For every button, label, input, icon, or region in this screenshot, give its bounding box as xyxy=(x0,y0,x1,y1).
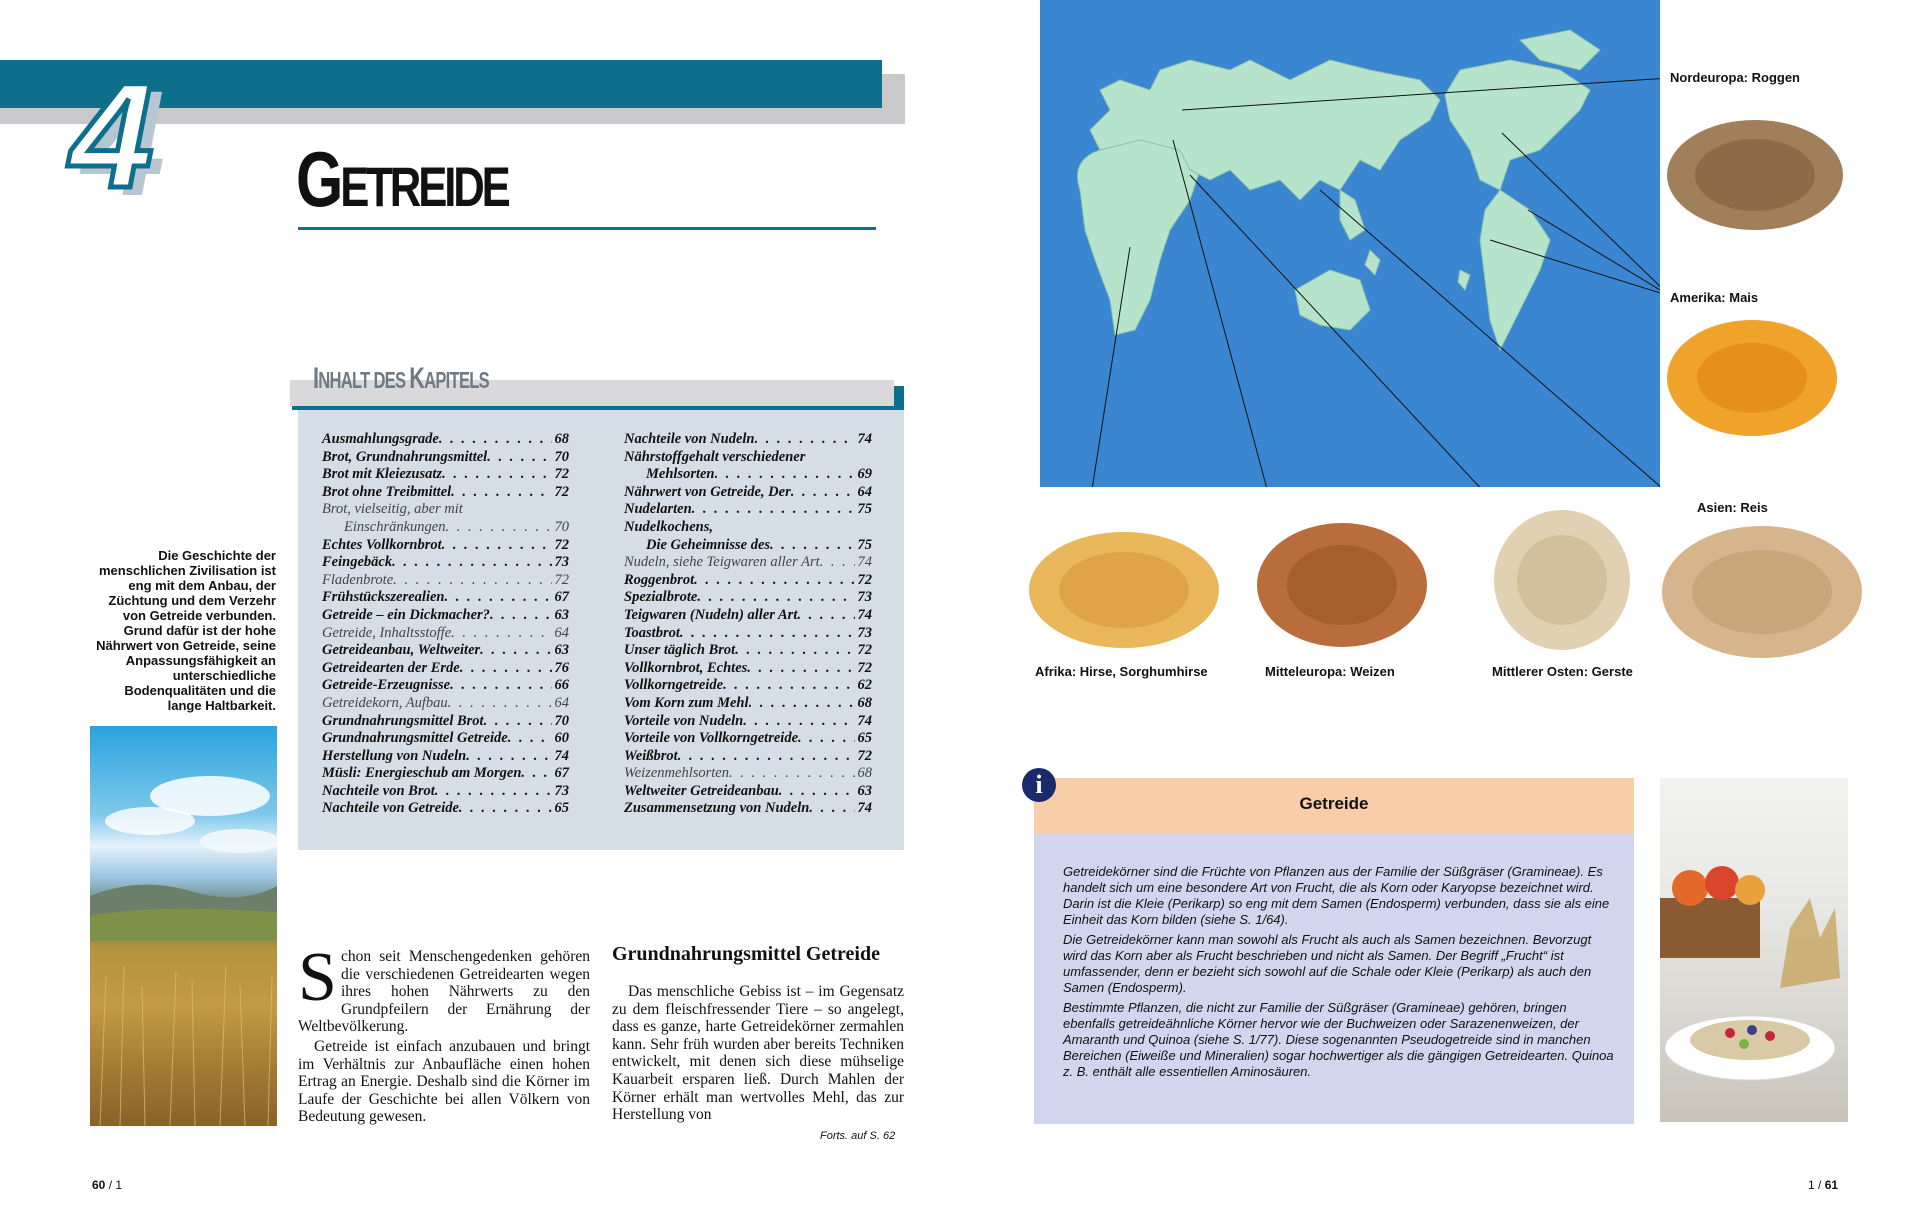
article-paragraph: chon seit Menschengedenken gehören die verschiedenen Getreidearten wegen ihres hohen Nährwerts zu den Grundpfeilern der Ernährung der Weltbevölkerung. xyxy=(298,948,590,1036)
toc-entry xyxy=(322,607,569,625)
toc-entry-title: Fladenbrote xyxy=(322,571,394,588)
info-paragraph: Getreidekörner sind die Früchte von Pflanzen aus der Familie der Süßgräser (Gramineae). Es handelt sich um eine besondere Art von Frucht, die als Korn oder Karyopse bezeichnet wird. Darin ist die Kleie (Perikarp) so eng mit dem Samen (Endosperm) verbunden, dass sie als eine Einheit das Korn bilden (siehe S. 1/64). xyxy=(1063,864,1610,927)
toc-entry-page: 65 xyxy=(554,800,569,817)
toc-entry-title: Spezialbrote xyxy=(624,589,698,606)
toc-entry xyxy=(624,484,872,502)
toc-entry-title: Toastbrot xyxy=(624,624,680,641)
toc-entry-page: 73 xyxy=(554,554,569,571)
toc-entry-title: Nachteile von Getreide xyxy=(322,800,459,817)
toc-entry-page: 68 xyxy=(857,765,872,782)
toc-entry xyxy=(322,765,569,783)
toc-leader xyxy=(692,501,855,519)
article-paragraph: Getreide ist einfach anzubauen und bringt im Verhältnis zur Anbaufläche einen hohen Ertrag an Energie. Deshalb sind die Körner im Laufe der Geschichte bei allen Völkern von Bedeutung gewesen. xyxy=(298,1037,590,1126)
toc-entry-title: Weltweiter Getreideanbau xyxy=(624,782,779,799)
toc-entry xyxy=(322,449,569,467)
toc-entry-title: Getreideanbau, Weltweiter xyxy=(322,642,481,659)
south-america xyxy=(1480,190,1550,350)
toc-entry-title: Getreide, Inhaltsstoffe xyxy=(322,624,452,641)
info-icon: i xyxy=(1022,768,1056,802)
toc-leader xyxy=(820,554,855,572)
page-number-bold: 61 xyxy=(1824,1178,1839,1192)
toc-entry xyxy=(624,607,872,625)
toc-entry xyxy=(322,501,569,519)
toc-entry-page: 76 xyxy=(554,659,569,676)
wheat-grains-art xyxy=(1252,510,1432,660)
toc-entry xyxy=(322,677,569,695)
toc-entry-page: 73 xyxy=(857,589,872,606)
toc-leader xyxy=(460,660,552,678)
toc-entry-title: Getreide – ein Dickmacher? xyxy=(322,606,490,623)
toc-entry-title: Ausmahlungsgrade xyxy=(322,431,439,447)
toc-entry xyxy=(624,554,872,572)
toc-entry xyxy=(624,660,872,678)
toc-entry xyxy=(624,519,872,537)
toc-leader xyxy=(798,730,855,748)
chapter-number: 4 xyxy=(70,51,154,219)
toc-entry xyxy=(322,800,569,818)
toc-leader xyxy=(439,431,552,449)
toc-entry-title: Brot, vielseitig, aber mit xyxy=(322,501,463,518)
article-column-2: Das menschliche Gebiss ist – im Gegensatz zu dem fleischfressender Tiere – so angelegt, dass es ganze, harte Getreidekörner zermahlen kann. Sehr früh wurden aber bereits Techniken entwickelt, mit denen sich diese mühselige Kauarbeit ersparen ließ. Durch Mahlen der Körner erhält man wertvolles Mehl, das zur Herstellung von xyxy=(612,983,904,1124)
toc-entry-page: 75 xyxy=(857,536,872,553)
toc-entry xyxy=(322,537,569,555)
toc-entry-title: Nachteile von Brot xyxy=(322,782,435,799)
toc-entry xyxy=(624,501,872,519)
rice-grains-photo xyxy=(1652,512,1872,672)
toc-leader xyxy=(392,554,551,572)
toc-entry-title: Die Geheimnisse des xyxy=(646,536,771,553)
corn-grains-photo xyxy=(1660,310,1845,445)
toc-entry xyxy=(624,730,872,748)
toc-entry-page: 68 xyxy=(857,694,872,711)
toc-entry-title: Nährstoffgehalt verschiedener xyxy=(624,448,806,465)
chapter-title xyxy=(296,135,508,223)
info-paragraph: Bestimmte Pflanzen, die nicht zur Familie der Süßgräser (Gramineae) gehören, bringen ebenfalls getreideähnliche Körner hervor wie der Buchweizen oder Sarazenenweizen, der Amaranth und Quinoa (siehe S. 1/77). Diese sogenannten Pseudogetreide sind in manchen Bereichen (Eiweiße und Mineralien) sogar hochwertiger als die gängigen Getreidearten. Quinoa z. B. enthält alle essentiellen Aminosäuren. xyxy=(1063,1000,1614,1079)
toc-entry xyxy=(624,783,872,801)
toc-entry-title: Nährwert von Getreide, Der xyxy=(624,483,791,500)
toc-entry-page: 67 xyxy=(554,765,569,782)
toc-entry-title: Vollkorngetreide xyxy=(624,677,724,694)
contents-heading-part: I xyxy=(313,362,319,395)
toc-entry-title: Getreide-Erzeugnisse xyxy=(322,677,451,694)
toc-entry xyxy=(624,625,872,643)
toc-entry-title: Vorteile von Nudeln xyxy=(624,712,744,729)
contents-column-left xyxy=(322,431,569,818)
toc-leader xyxy=(508,730,552,748)
rye-grains-art xyxy=(1660,105,1850,245)
toc-entry xyxy=(322,431,569,449)
toc-leader xyxy=(694,572,854,590)
toc-leader xyxy=(448,695,552,713)
toc-entry-page: 74 xyxy=(857,712,872,729)
toc-entry xyxy=(624,642,872,660)
continued-note: Forts. auf S. 62 xyxy=(820,1130,896,1142)
info-box-title: Getreide xyxy=(1299,794,1369,813)
toc-leader xyxy=(715,466,855,484)
toc-entry-title: Mehlsorten xyxy=(646,466,715,483)
article-column-1 xyxy=(298,939,590,1126)
world-map-art xyxy=(1040,0,1660,487)
toc-entry-page: 64 xyxy=(857,483,872,500)
toc-entry xyxy=(624,765,872,783)
toc-entry-page: 73 xyxy=(554,782,569,799)
toc-entry xyxy=(322,519,569,537)
barley-grains-photo xyxy=(1490,500,1635,660)
breakfast-art xyxy=(1660,778,1848,1122)
toc-leader xyxy=(484,713,552,731)
toc-entry-title: Getreidearten der Erde xyxy=(322,659,460,676)
toc-leader xyxy=(451,625,551,643)
toc-leader xyxy=(723,677,854,695)
info-box-text xyxy=(1063,864,1615,1084)
world-map xyxy=(1040,0,1660,487)
toc-entry-page: 65 xyxy=(857,730,872,747)
toc-entry-title: Zusammensetzung von Nudeln xyxy=(624,800,810,817)
toc-leader xyxy=(729,765,855,783)
toc-entry-page: 67 xyxy=(554,589,569,606)
toc-entry xyxy=(624,748,872,766)
toc-leader xyxy=(521,765,551,783)
toc-leader xyxy=(770,537,854,555)
toc-entry-title: Müsli: Energieschub am Morgen xyxy=(322,765,522,782)
toc-entry xyxy=(624,677,872,695)
toc-leader xyxy=(435,783,552,801)
toc-entry-page: 72 xyxy=(554,536,569,553)
toc-entry-page: 72 xyxy=(554,483,569,500)
toc-entry xyxy=(322,625,569,643)
toc-entry-page: 74 xyxy=(857,554,872,571)
toc-leader xyxy=(791,484,855,502)
page-number-rest: / 1 xyxy=(105,1178,123,1192)
toc-entry-page: 74 xyxy=(857,606,872,623)
toc-entry xyxy=(322,748,569,766)
toc-entry-title: Weißbrot xyxy=(624,747,678,764)
toc-entry-title: Roggenbrot xyxy=(624,571,695,588)
toc-leader xyxy=(749,695,855,713)
toc-entry-title: Brot, Grundnahrungsmittel xyxy=(322,448,488,465)
toc-entry xyxy=(322,783,569,801)
toc-entry-page: 70 xyxy=(554,712,569,729)
new-guinea xyxy=(1365,250,1380,275)
toc-leader xyxy=(735,642,854,660)
toc-entry xyxy=(624,713,872,731)
toc-entry-title: Einschränkungen xyxy=(344,518,446,535)
info-paragraph: Die Getreidekörner kann man sowohl als Frucht als auch als Samen bezeichnen. Bevorzugt wird das Korn aber als Frucht beschrieben und nicht als Samen. Der Begriff „Frucht“ ist umfassender, denn er bezieht sich sowohl auf die Schale oder Kleie (Perikarp) als auch den Samen (Endosperm). xyxy=(1063,932,1592,995)
contents-column-right xyxy=(624,431,872,818)
contents-heading-part: NHALT DES xyxy=(318,367,410,393)
toc-leader xyxy=(466,748,551,766)
toc-entry-title: Nudelkochens, xyxy=(624,518,714,535)
toc-leader xyxy=(393,572,551,590)
toc-entry-title: Nachteile von Nudeln xyxy=(624,431,755,447)
page-number-left xyxy=(92,1178,122,1192)
toc-entry-page: 73 xyxy=(857,624,872,641)
toc-leader xyxy=(442,466,551,484)
toc-leader xyxy=(797,607,854,625)
toc-entry-page: 68 xyxy=(554,431,569,447)
drop-cap: S xyxy=(298,939,337,1016)
toc-entry xyxy=(322,572,569,590)
page-number-right xyxy=(1808,1178,1838,1192)
rye-grains-photo xyxy=(1660,105,1850,245)
toc-entry-title: Nudeln, siehe Teigwaren aller Art xyxy=(624,554,820,571)
toc-entry xyxy=(624,449,872,467)
toc-entry-title: Brot mit Kleiezusatz xyxy=(322,466,443,483)
toc-entry-title: Weizenmehlsorten xyxy=(624,765,729,782)
toc-entry-title: Frühstückszerealien xyxy=(322,589,445,606)
toc-entry xyxy=(624,572,872,590)
toc-leader xyxy=(747,660,854,678)
breakfast-photo xyxy=(1660,778,1848,1122)
toc-entry-title: Grundnahrungsmittel Brot xyxy=(322,712,484,729)
wheat-grains-photo xyxy=(1252,510,1432,660)
toc-leader xyxy=(480,642,551,660)
label-roggen: Nordeuropa: Roggen xyxy=(1670,70,1800,85)
contents-heading-part: APITELS xyxy=(424,367,489,393)
toc-entry-title: Brot ohne Treibmittel xyxy=(322,483,452,500)
southeast-asia xyxy=(1340,190,1365,240)
toc-leader xyxy=(743,713,854,731)
toc-leader xyxy=(697,589,854,607)
toc-entry xyxy=(624,800,872,818)
toc-entry xyxy=(322,466,569,484)
toc-entry-title: Vollkornbrot, Echtes xyxy=(624,659,748,676)
toc-entry-page: 72 xyxy=(554,466,569,483)
millet-grains-photo xyxy=(1022,520,1227,660)
toc-leader xyxy=(680,625,855,643)
page-number-bold: 60 xyxy=(92,1178,106,1192)
toc-entry xyxy=(322,713,569,731)
label-reis: Asien: Reis xyxy=(1697,500,1768,515)
toc-leader xyxy=(487,449,551,467)
toc-entry-page: 72 xyxy=(857,747,872,764)
toc-entry xyxy=(322,642,569,660)
toc-leader xyxy=(442,537,552,555)
north-america xyxy=(1445,60,1590,190)
toc-leader xyxy=(444,589,551,607)
toc-leader xyxy=(451,484,551,502)
section-heading: Grundnahrungsmittel Getreide xyxy=(612,943,880,965)
label-mais: Amerika: Mais xyxy=(1670,290,1759,305)
toc-leader xyxy=(678,748,855,766)
contents-heading-part: K xyxy=(409,362,425,395)
toc-entry-page: 75 xyxy=(857,501,872,518)
toc-entry xyxy=(322,660,569,678)
toc-entry-page: 69 xyxy=(857,466,872,483)
corn-grains-art xyxy=(1660,310,1845,445)
toc-entry-title: Nudelarten xyxy=(624,501,692,518)
toc-entry xyxy=(624,537,872,555)
toc-entry-title: Unser täglich Brot xyxy=(624,642,736,659)
label-hirse: Afrika: Hirse, Sorghumhirse xyxy=(1035,664,1208,679)
toc-entry-title: Herstellung von Nudeln xyxy=(322,747,467,764)
toc-entry-title: Getreidekorn, Aufbau xyxy=(322,694,448,711)
wheat-field-photo xyxy=(90,726,277,1126)
toc-entry-page: 63 xyxy=(554,642,569,659)
toc-entry xyxy=(322,695,569,713)
toc-entry-page: 74 xyxy=(857,431,872,447)
toc-entry-title: Vorteile von Vollkorngetreide xyxy=(624,730,798,747)
rice-grains-art xyxy=(1652,512,1872,672)
toc-leader xyxy=(755,431,855,449)
toc-entry-page: 66 xyxy=(554,677,569,694)
toc-entry xyxy=(624,589,872,607)
toc-entry xyxy=(322,589,569,607)
toc-entry-page: 74 xyxy=(554,747,569,764)
toc-entry xyxy=(624,695,872,713)
toc-entry-title: Vom Korn zum Mehl xyxy=(624,694,749,711)
toc-entry-page: 63 xyxy=(554,606,569,623)
label-weizen: Mitteleuropa: Weizen xyxy=(1265,664,1395,679)
toc-entry-page: 64 xyxy=(554,694,569,711)
toc-entry-page: 70 xyxy=(554,448,569,465)
toc-entry-page: 72 xyxy=(857,642,872,659)
wheat-field-art xyxy=(90,726,277,1126)
barley-grains-art xyxy=(1490,500,1635,660)
toc-entry-page: 72 xyxy=(857,571,872,588)
millet-grains-art xyxy=(1022,520,1227,660)
toc-leader xyxy=(779,783,855,801)
africa xyxy=(1078,140,1201,335)
toc-leader xyxy=(490,607,552,625)
page-number-rest: 1 / xyxy=(1808,1178,1825,1192)
toc-entry xyxy=(624,431,872,449)
toc-entry-page: 60 xyxy=(554,730,569,747)
toc-entry-title: Feingebäck xyxy=(322,554,393,571)
toc-leader xyxy=(450,677,551,695)
chapter-title-initial: G xyxy=(296,135,341,223)
island xyxy=(1458,270,1470,290)
toc-entry xyxy=(322,484,569,502)
toc-entry-page: 72 xyxy=(857,659,872,676)
toc-entry-page: 74 xyxy=(857,800,872,817)
toc-entry xyxy=(322,730,569,748)
toc-leader xyxy=(809,800,854,818)
chapter-title-rest: ETREIDE xyxy=(340,155,508,218)
toc-entry-title: Grundnahrungsmittel Getreide xyxy=(322,730,508,747)
toc-entry-page: 70 xyxy=(554,518,569,535)
toc-entry xyxy=(624,466,872,484)
label-gerste: Mittlerer Osten: Gerste xyxy=(1492,664,1633,679)
toc-entry-title: Echtes Vollkornbrot xyxy=(322,536,442,553)
toc-entry-page: 72 xyxy=(554,571,569,588)
toc-entry xyxy=(322,554,569,572)
toc-leader xyxy=(445,519,551,537)
toc-entry-page: 63 xyxy=(857,782,872,799)
toc-entry-title: Teigwaren (Nudeln) aller Art xyxy=(624,606,798,623)
toc-leader xyxy=(459,800,552,818)
toc-entry-page: 64 xyxy=(554,624,569,641)
title-underline xyxy=(298,227,876,230)
contents-heading xyxy=(313,362,489,396)
toc-entry-page: 62 xyxy=(857,677,872,694)
sidebar-text: Die Geschichte der menschlichen Zivilisation ist eng mit dem Anbau, der Züchtung und dem Verzehr von Getreide verbunden. Grund dafür ist der hohe Nährwert von Getreide, seine Anpassungsfähigkeit an unterschiedliche Bodenqualitäten und die lange Haltbarkeit. xyxy=(96,548,276,713)
